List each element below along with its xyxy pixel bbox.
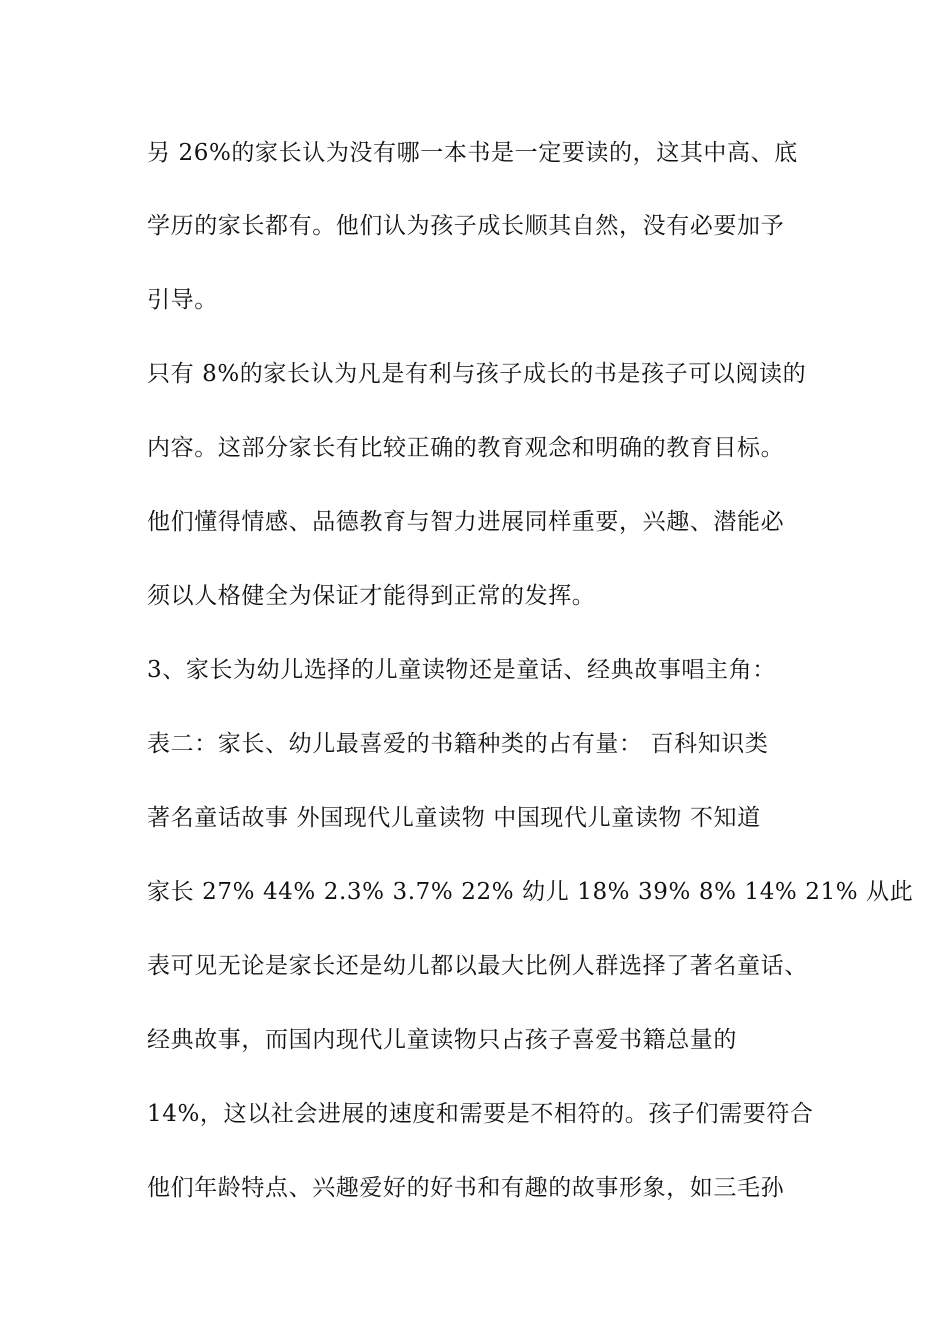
text-line: 只有 8%的家长认为凡是有利与孩子成长的书是孩子可以阅读的	[147, 361, 807, 387]
text-line: 表可见无论是家长还是幼儿都以最大比例人群选择了著名童话、	[147, 953, 808, 979]
text-line: 另 26%的家长认为没有哪一本书是一定要读的，这其中高、底	[147, 140, 798, 166]
table-caption: 表二：家长、幼儿最喜爱的书籍种类的占有量： 百科知识类	[147, 731, 769, 757]
text-line: 经典故事，而国内现代儿童读物只占孩子喜爱书籍总量的	[147, 1027, 737, 1053]
text-line: 他们年龄特点、兴趣爱好的好书和有趣的故事形象，如三毛孙	[147, 1175, 785, 1201]
text-line: 引导。	[147, 287, 218, 313]
text-line: 学历的家长都有。他们认为孩子成长顺其自然，没有必要加予	[147, 213, 785, 239]
text-line: 内容。这部分家长有比较正确的教育观念和明确的教育目标。	[147, 435, 785, 461]
text-line: 14%，这以社会进展的速度和需要是不相符的。孩子们需要符合	[147, 1101, 814, 1127]
text-line: 他们懂得情感、品德教育与智力进展同样重要，兴趣、潜能必	[147, 509, 785, 535]
section-heading: 3、家长为幼儿选择的儿童读物还是童话、经典故事唱主角：	[147, 657, 776, 683]
text-line: 须以人格健全为保证才能得到正常的发挥。	[147, 583, 596, 609]
text-line: 著名童话故事 外国现代儿童读物 中国现代儿童读物 不知道	[147, 805, 761, 831]
text-line: 家长 27% 44% 2.3% 3.7% 22% 幼儿 18% 39% 8% 14% 21% 从此	[147, 879, 914, 905]
